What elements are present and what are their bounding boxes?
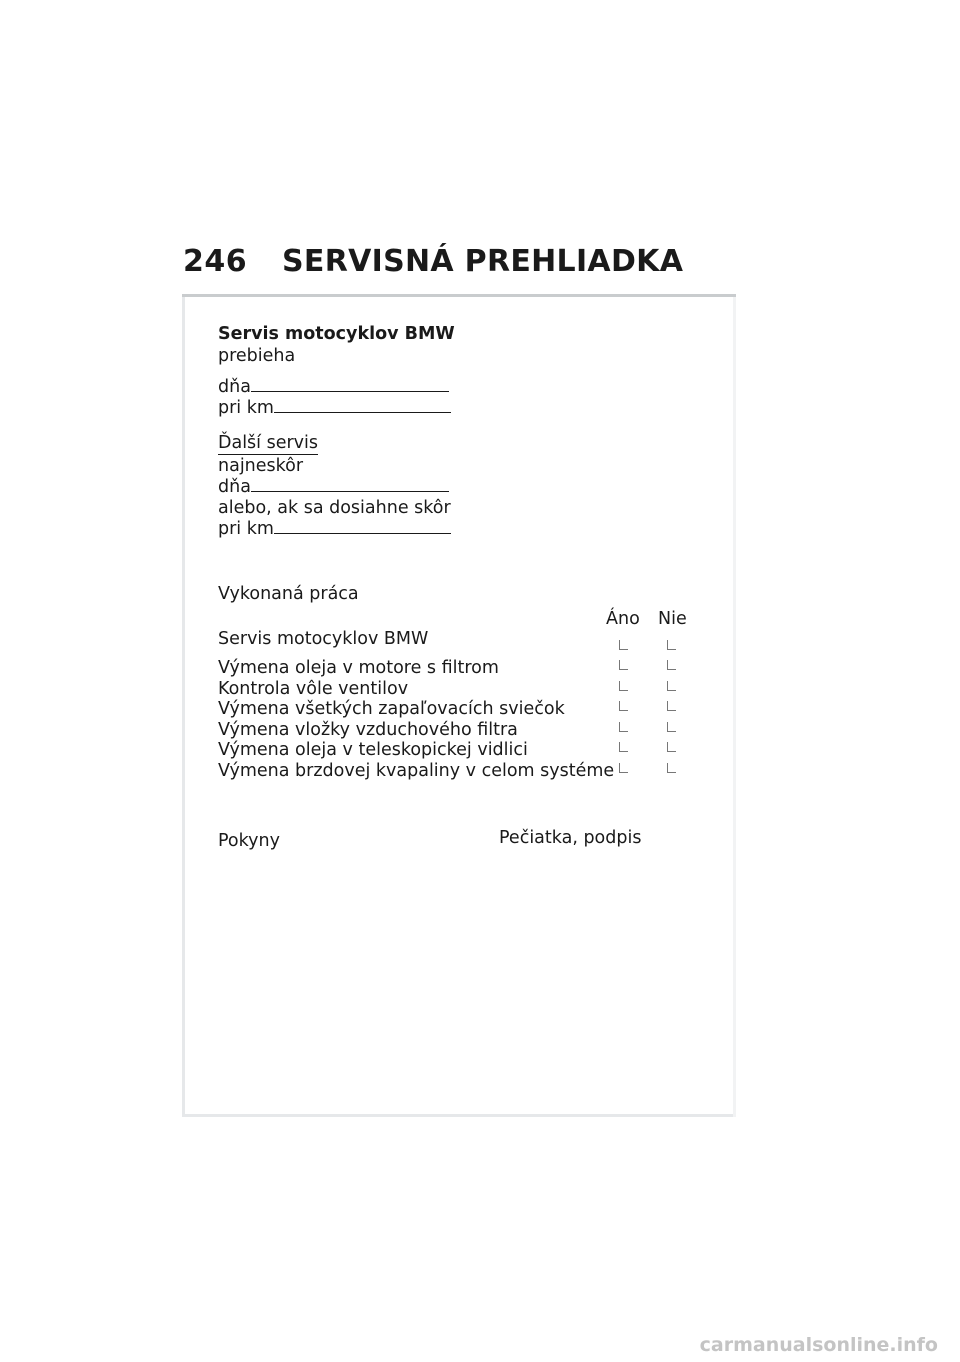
column-yes-label: Áno [606,609,640,629]
yes-checkbox[interactable] [619,722,628,732]
next-service-heading [218,433,318,454]
page-number: 246 [183,244,248,279]
header-divider [182,294,736,297]
service-km-label: pri km [218,398,274,418]
next-service-km-label: pri km [218,519,274,539]
service-heading: Servis motocyklov BMW [218,324,455,344]
next-service-or-reached: alebo, ak sa dosiahne skôr [218,498,451,518]
yes-checkbox[interactable] [619,763,628,773]
yes-checkbox[interactable] [619,681,628,691]
frame-left-border [182,297,185,1117]
service-in-progress: prebieha [218,346,296,366]
next-service-latest: najneskôr [218,456,304,476]
service-date-row [218,377,449,398]
work-item: Výmena všetkých zapaľovacích sviečok [218,699,565,719]
work-item: Servis motocyklov BMW [218,629,429,649]
notes-label: Pokyny [218,831,280,851]
no-checkbox[interactable] [667,763,676,773]
next-service-date-label: dňa [218,477,251,497]
work-item: Výmena brzdovej kvapaliny v celom systéme [218,761,615,781]
work-item: Výmena oleja v teleskopickej vidlici [218,740,528,760]
next-service-km-field[interactable] [274,519,451,534]
no-checkbox[interactable] [667,722,676,732]
yes-checkbox[interactable] [619,701,628,711]
page-title: SERVISNÁ PREHLIADKA [282,244,684,279]
yes-checkbox[interactable] [619,640,628,650]
next-service-date-row [218,477,449,498]
work-item: Kontrola vôle ventilov [218,679,409,699]
column-no-label: Nie [658,609,687,629]
no-checkbox[interactable] [667,640,676,650]
next-service-heading-text: Ďalší servis [218,433,319,453]
service-date-field[interactable] [251,377,449,392]
service-km-row [218,398,451,419]
frame-bottom-border [182,1114,736,1117]
service-date-label: dňa [218,377,251,397]
no-checkbox[interactable] [667,701,676,711]
no-checkbox[interactable] [667,681,676,691]
no-checkbox[interactable] [667,660,676,670]
work-item: Výmena vložky vzduchového filtra [218,720,518,740]
no-checkbox[interactable] [667,742,676,752]
yes-checkbox[interactable] [619,742,628,752]
service-km-field[interactable] [274,398,451,413]
next-service-date-field[interactable] [251,477,449,492]
watermark: carmanualsonline.info [699,1334,938,1356]
frame-right-border [733,297,736,1117]
yes-checkbox[interactable] [619,660,628,670]
next-service-km-row [218,519,451,540]
work-item: Výmena oleja v motore s filtrom [218,658,499,678]
stamp-signature-label: Pečiatka, podpis [499,828,642,848]
work-heading: Vykonaná práca [218,584,359,604]
